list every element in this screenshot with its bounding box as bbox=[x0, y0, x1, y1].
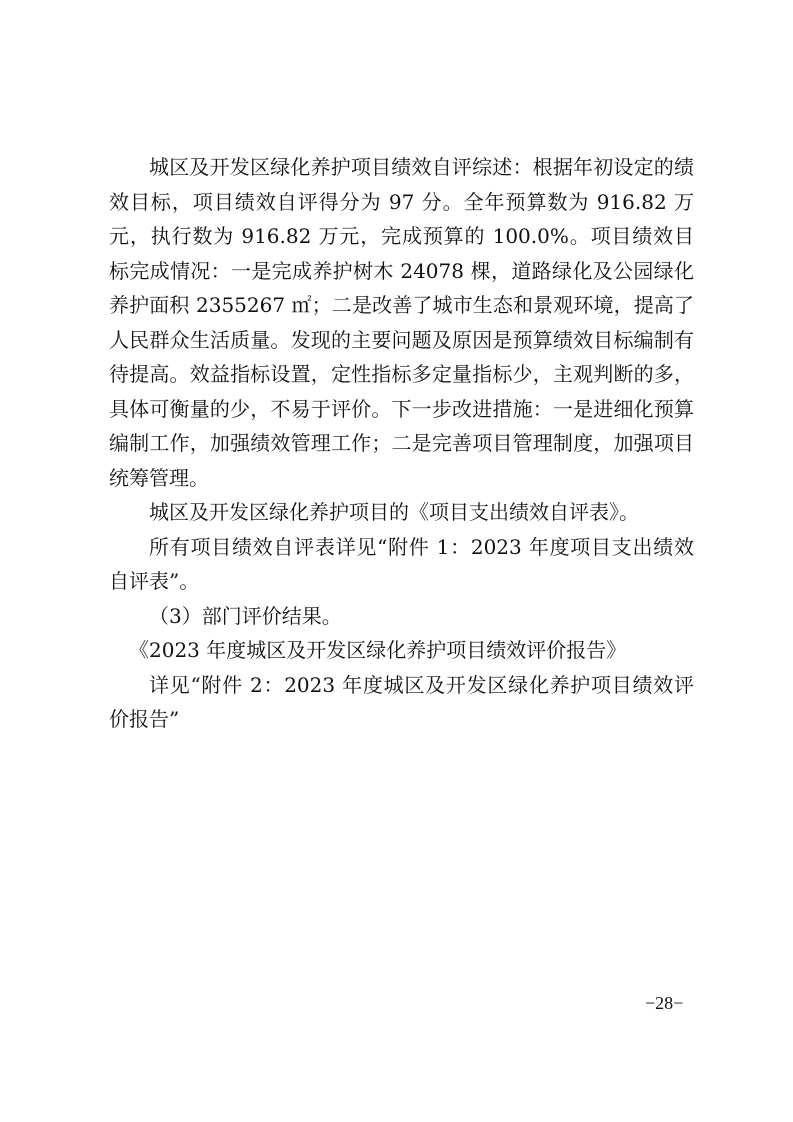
paragraph-attachment-2: 详见“附件 2：2023 年度城区及开发区绿化养护项目绩效评价报告” bbox=[109, 672, 694, 731]
document-body bbox=[109, 150, 694, 737]
paragraph-attachment-1: 所有项目绩效自评表详见“附件 1：2023 年度项目支出绩效自评表”。 bbox=[109, 534, 694, 593]
paragraph-summary: 城区及开发区绿化养护项目绩效自评综述：根据年初设定的绩效目标，项目绩效自评得分为 97 分。全年预算数为 916.82 万元，执行数为 916.82 万元，完成预算的 100.0%。项目绩效目标完成情况：一是完成养护树木 24078 棵，道路绿化及公园绿化养护面积 2355267 ㎡；二是改善了城市生态和景观环境，提高了人民群众生活质量。发现的主要问题及原因是预算绩效目标编制有待提高。效益指标设置，定性指标多定量指标少，主观判断的多，具体可衡量的少，不易于评价。下一步改进措施：一是进细化预算编制工作，加强绩效管理工作；二是完善项目管理制度，加强项目统筹管理。 bbox=[109, 155, 694, 490]
paragraph-report-title: 《2023 年度城区及开发区绿化养护项目绩效评价报告》 bbox=[129, 638, 627, 662]
paragraph-section-heading: （3）部门评价结果。 bbox=[149, 603, 342, 628]
paragraph-self-eval-table: 城区及开发区绿化养护项目的《项目支出绩效自评表》。 bbox=[149, 500, 639, 524]
page-number: −28− bbox=[645, 993, 684, 1013]
